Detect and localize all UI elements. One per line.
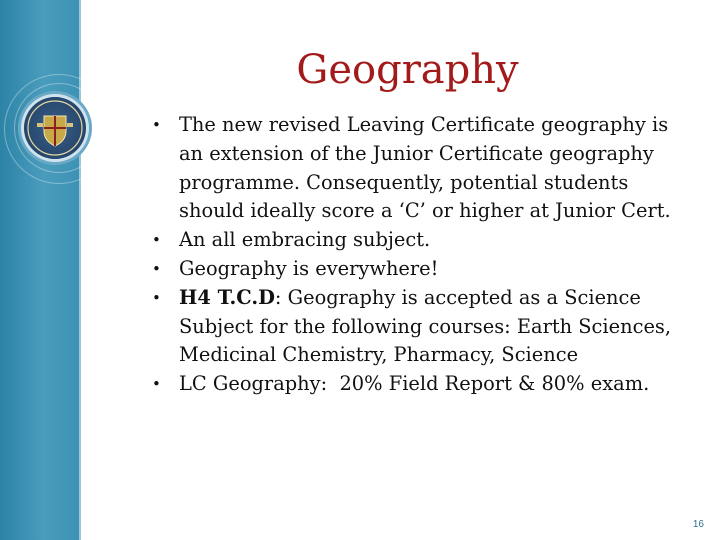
- slide-title: Geography: [296, 47, 519, 93]
- bullet-dot-icon: •: [152, 116, 161, 134]
- school-crest-icon: [24, 97, 86, 159]
- bullet-item: [152, 370, 682, 399]
- page-number: 16: [692, 519, 704, 530]
- bullet-text: LC Geography: 20% Field Report & 80% exam.: [179, 372, 650, 396]
- bullet-lead: H4 T.C.D: [179, 285, 275, 309]
- bullet-dot-icon: •: [152, 231, 161, 250]
- bullet-dot-icon: •: [152, 375, 161, 394]
- bullet-text: : Geography is accepted as a Science Subject for the following courses: Earth Sciences, Medicinal Chemistry, Pharmacy, Science: [179, 285, 672, 367]
- bullet-dot-icon: •: [152, 259, 161, 278]
- bullet-item: [152, 255, 682, 284]
- bullet-list: [152, 111, 682, 399]
- school-crest-logo: [24, 97, 86, 159]
- bullet-item: [152, 284, 682, 370]
- bullet-text: An all embracing subject.: [179, 228, 431, 252]
- bullet-dot-icon: •: [152, 288, 161, 307]
- bullet-text: Geography is everywhere!: [179, 256, 439, 280]
- bullet-item: [152, 111, 682, 226]
- bullet-text: The new revised Leaving Certificate geography is an extension of the Junior Certificate geography programme. Consequently, potential students should ideally score a ‘C’ or higher at Junior Cert.: [179, 113, 671, 223]
- bullet-item: [152, 226, 682, 255]
